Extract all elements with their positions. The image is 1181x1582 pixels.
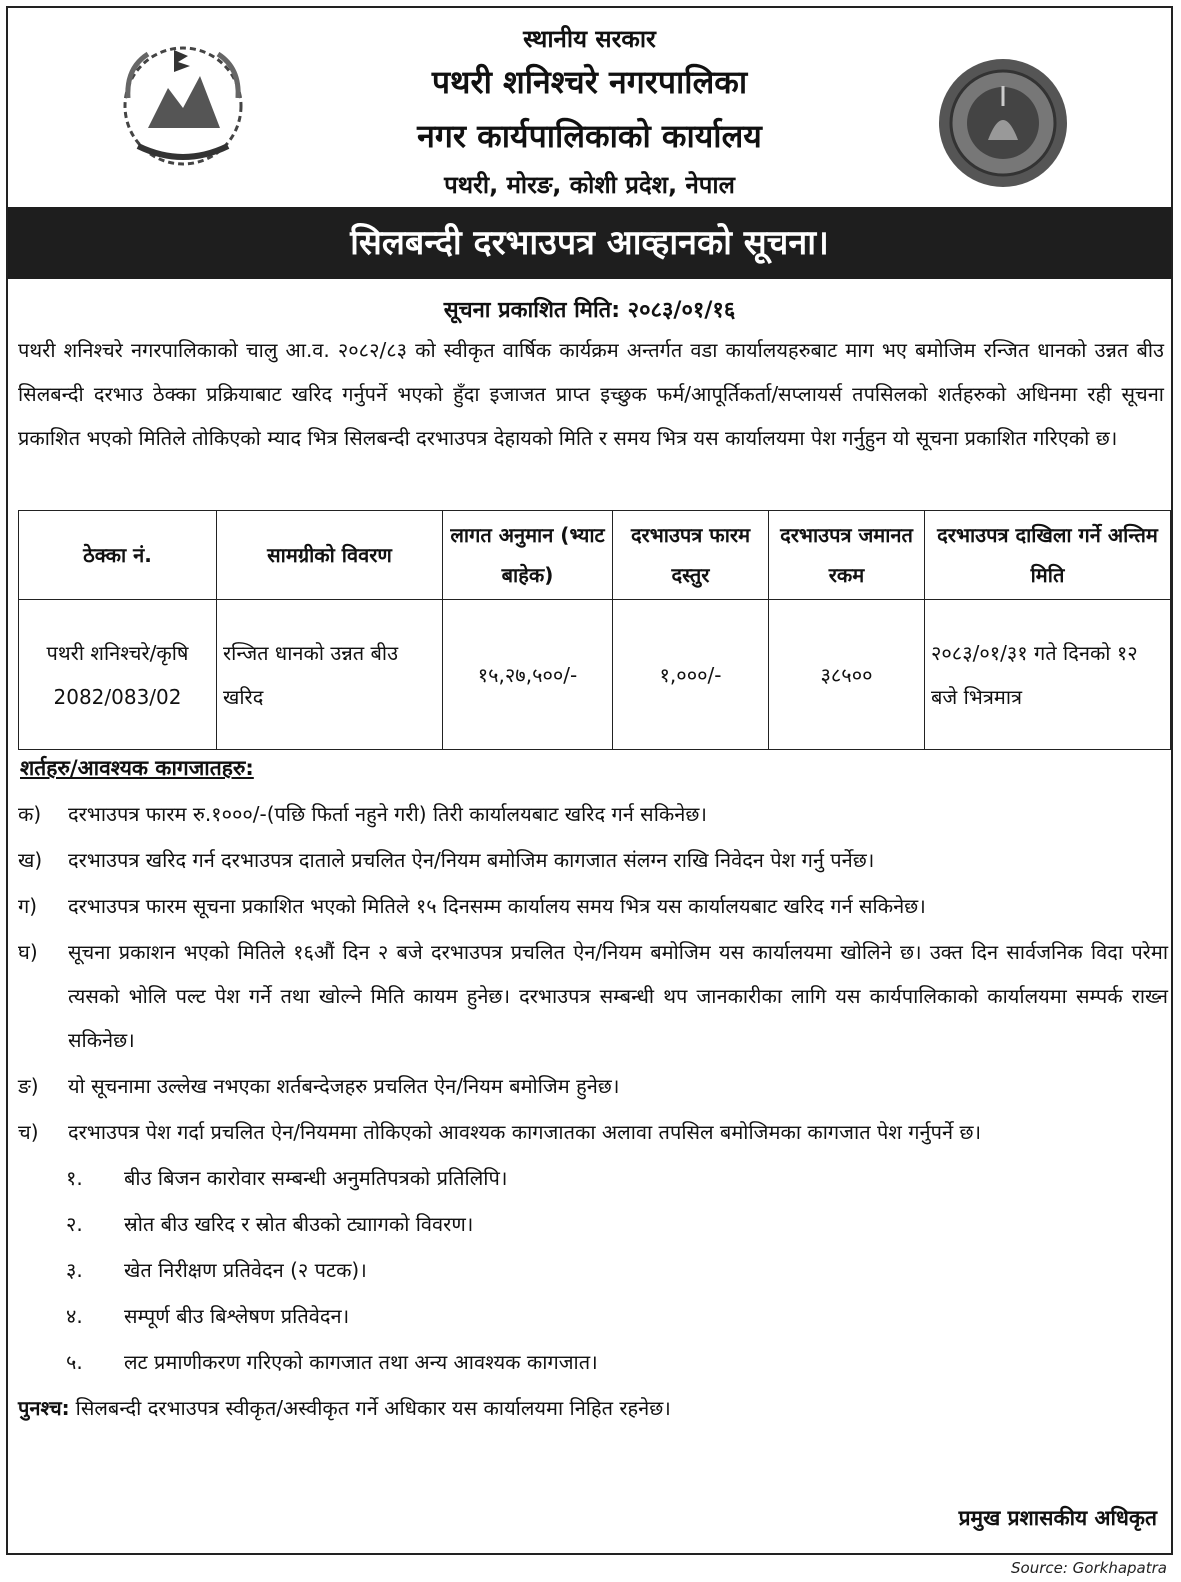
sub-item-label: ५. <box>66 1350 83 1374</box>
table-row <box>19 600 1171 750</box>
term-text: दरभाउपत्र फारम सूचना प्रकाशित भएको मितिले १५ दिनसम्म कार्यालय समय भित्र यस कार्यालयबाट खरिद गर्न सकिनेछ। <box>68 894 926 918</box>
term-text: यो सूचनामा उल्लेख नभएका शर्तबन्देजहरु प्रचलित ऐन/नियम बमोजिम हुनेछ। <box>68 1074 620 1098</box>
column-header: दरभाउपत्र जमानत रकम <box>769 511 925 600</box>
tender-table <box>18 510 1171 750</box>
term-label: क) <box>18 802 42 826</box>
intro-paragraph: पथरी शनिश्चरे नगरपालिकाको चालु आ.व. २०८२/८३ को स्वीकृत वार्षिक कार्यक्रम अन्तर्गत वडा कार्यालयहरुबाट माग भए बमोजिम रन्जित धानको उन्नत बीउ सिलबन्दी दरभाउ ठेक्का प्रक्रियाबाट खरिद गर्नुपर्ने भएको हुँदा इजाजत प्राप्त इच्छुक फर्म/आपूर्तिकर्ता/सप्लायर्स तपसिलको शर्तहरुको अधिनमा रही सूचना प्रकाशित भएको मितिले तोकिएको म्याद भित्र सिलबन्दी दरभाउपत्र देहायको मिति र समय भित्र यस कार्यालयमा पेश गर्नुहुन यो सूचना प्रकाशित गरिएको छ। <box>18 338 1164 450</box>
sub-list-item <box>18 1156 1168 1200</box>
sub-item-text: लट प्रमाणीकरण गरिएको कागजात तथा अन्य आवश्यक कागजात। <box>124 1350 598 1374</box>
list-item <box>18 930 1168 1062</box>
list-item <box>18 838 1168 882</box>
postscript-text: सिलबन्दी दरभाउपत्र स्वीकृत/अस्वीकृत गर्ने अधिकार यस कार्यालयमा निहित रहनेछ। <box>75 1396 671 1420</box>
municipality-seal-icon <box>936 56 1070 190</box>
list-item <box>18 1110 1168 1154</box>
column-header: लागत अनुमान (भ्याट बाहेक) <box>443 511 613 600</box>
list-item <box>18 884 1168 928</box>
notice-title-banner: सिलबन्दी दरभाउपत्र आव्हानको सूचना। <box>8 207 1171 279</box>
sub-item-label: १. <box>66 1166 83 1190</box>
column-header: दरभाउपत्र दाखिला गर्ने अन्तिम मिति <box>925 511 1171 600</box>
terms-title: शर्तहरु/आवश्यक कागजातहरु: <box>20 756 254 780</box>
postscript-label: पुनश्च: <box>18 1396 70 1420</box>
term-label: घ) <box>18 940 38 964</box>
header-address: पथरी, मोरङ, कोशी प्रदेश, नेपाल <box>444 171 735 199</box>
header-office-name: नगर कार्यपालिकाको कार्यालय <box>417 117 762 155</box>
term-label: ङ) <box>18 1074 39 1098</box>
sub-item-label: ३. <box>66 1258 83 1282</box>
signoff-title: प्रमुख प्रशासकीय अधिकृत <box>958 1506 1157 1530</box>
column-header: दरभाउपत्र फारम दस्तुर <box>613 511 769 600</box>
postscript <box>18 1386 1168 1430</box>
table-header-row <box>19 511 1171 600</box>
term-label: ख) <box>18 848 43 872</box>
cost-estimate-cell: १५,२७,५००/- <box>443 600 613 750</box>
published-date: सूचना प्रकाशित मिति: २०८३/०१/१६ <box>443 298 736 323</box>
term-text: दरभाउपत्र खरिद गर्न दरभाउपत्र दाताले प्रचलित ऐन/नियम बमोजिम कागजात संलग्न राखि निवेदन पेश गर्नु पर्नेछ। <box>68 848 875 872</box>
sub-list-item <box>18 1248 1168 1292</box>
term-label: ग) <box>18 894 38 918</box>
term-text: सूचना प्रकाशन भएको मितिले १६औं दिन २ बजे दरभाउपत्र प्रचलित ऐन/नियम बमोजिम यस कार्यालयमा खोलिने छ। उक्त दिन सार्वजनिक विदा परेमा त्यसको भोलि पल्ट पेश गर्ने तथा खोल्ने मिति कायम हुनेछ। दरभाउपत्र सम्बन्धी थप जानकारीका लागि यस कार्यपालिकाको कार्यालयमा सम्पर्क राख्न सकिनेछ। <box>68 940 1168 1052</box>
deadline-cell: २०८३/०१/३१ गते दिनको १२ बजे भित्रमात्र <box>925 600 1171 750</box>
terms-list <box>18 792 1168 1430</box>
contract-number-cell: पथरी शनिश्चरे/कृषि 2082/083/02 <box>19 600 217 750</box>
sub-item-text: स्रोत बीउ खरिद र स्रोत बीउको ट्याागको विवरण। <box>124 1212 474 1236</box>
header-municipality-name: पथरी शनिश्चरे नगरपालिका <box>431 63 748 101</box>
column-header: सामग्रीको विवरण <box>217 511 443 600</box>
sub-item-text: खेत निरीक्षण प्रतिवेदन (२ पटक)। <box>124 1258 367 1282</box>
form-fee-cell: १,०००/- <box>613 600 769 750</box>
sub-list-item <box>18 1294 1168 1338</box>
notice-header <box>8 8 1171 205</box>
description-cell: रन्जित धानको उन्नत बीउ खरिद <box>217 600 443 750</box>
notice-frame <box>6 6 1173 1555</box>
term-text: दरभाउपत्र पेश गर्दा प्रचलित ऐन/नियममा तोकिएको आवश्यक कागजातका अलावा तपसिल बमोजिमका कागजात पेश गर्नुपर्ने छ। <box>68 1120 982 1144</box>
list-item <box>18 1064 1168 1108</box>
sub-item-label: २. <box>66 1212 83 1236</box>
column-header: ठेक्का नं. <box>19 511 217 600</box>
term-text: दरभाउपत्र फारम रु.१०००/-(पछि फिर्ता नहुने गरी) तिरी कार्यालयबाट खरिद गर्न सकिनेछ। <box>68 802 707 826</box>
sub-list-item <box>18 1202 1168 1246</box>
source-credit: Source: Gorkhapatra <box>1011 1559 1167 1577</box>
sub-list-item <box>18 1340 1168 1384</box>
sub-item-text: बीउ बिजन कारोवार सम्बन्धी अनुमतिपत्रको प्रतिलिपि। <box>124 1166 508 1190</box>
term-label: च) <box>18 1120 39 1144</box>
header-local-government: स्थानीय सरकार <box>523 25 656 53</box>
bid-security-cell: ३८५०० <box>769 600 925 750</box>
sub-item-text: सम्पूर्ण बीउ बिश्लेषण प्रतिवेदन। <box>124 1304 350 1328</box>
list-item <box>18 792 1168 836</box>
sub-item-label: ४. <box>66 1304 83 1328</box>
